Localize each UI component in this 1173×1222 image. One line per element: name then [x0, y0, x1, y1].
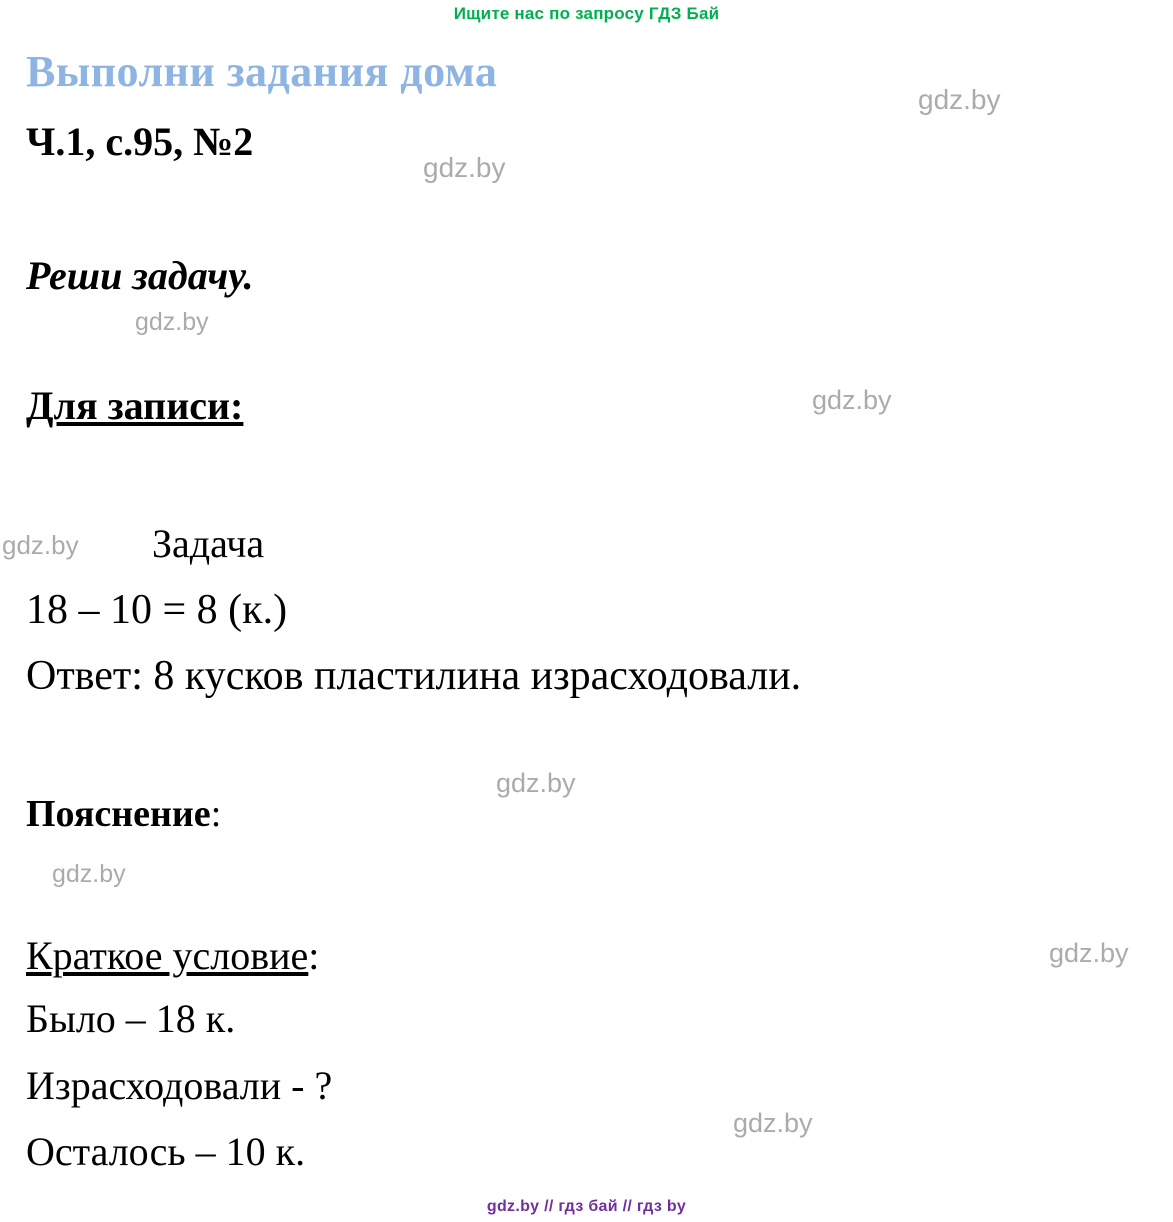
explanation-colon: :	[210, 793, 222, 835]
condition-line-used: Израсходовали - ?	[26, 1063, 333, 1108]
watermark: gdz.by	[496, 768, 576, 798]
solution-answer: Ответ: 8 кусков пластилина израсходовали.	[26, 653, 802, 699]
condition-line-left: Осталось – 10 к.	[26, 1129, 306, 1174]
page-title: Выполни задания дома	[26, 47, 498, 96]
watermark: gdz.by	[423, 152, 506, 183]
exercise-reference: Ч.1, с.95, №2	[26, 119, 254, 164]
watermark: gdz.by	[1049, 938, 1129, 968]
watermark: gdz.by	[918, 84, 1001, 115]
site-promo-banner: Ищите нас по запросу ГДЗ Бай	[453, 4, 720, 23]
short-condition-heading	[26, 932, 319, 979]
watermark: gdz.by	[135, 308, 209, 336]
watermark: gdz.by	[2, 530, 79, 560]
short-condition-label: Краткое условие	[26, 933, 309, 978]
condition-line-was: Было – 18 к.	[26, 996, 236, 1041]
explanation-heading	[26, 792, 221, 836]
watermark: gdz.by	[733, 1108, 813, 1138]
task-word: Задача	[152, 521, 265, 566]
short-condition-colon: :	[308, 933, 320, 978]
explanation-label: Пояснение	[26, 793, 211, 835]
footer-watermark: gdz.by // гдз бай // гдз by	[486, 1198, 687, 1215]
solution-equation: 18 – 10 = 8 (к.)	[26, 587, 288, 633]
task-instruction: Реши задачу.	[26, 253, 254, 298]
for-record-heading: Для записи:	[26, 383, 244, 428]
watermark: gdz.by	[52, 860, 126, 888]
watermark: gdz.by	[812, 385, 892, 415]
